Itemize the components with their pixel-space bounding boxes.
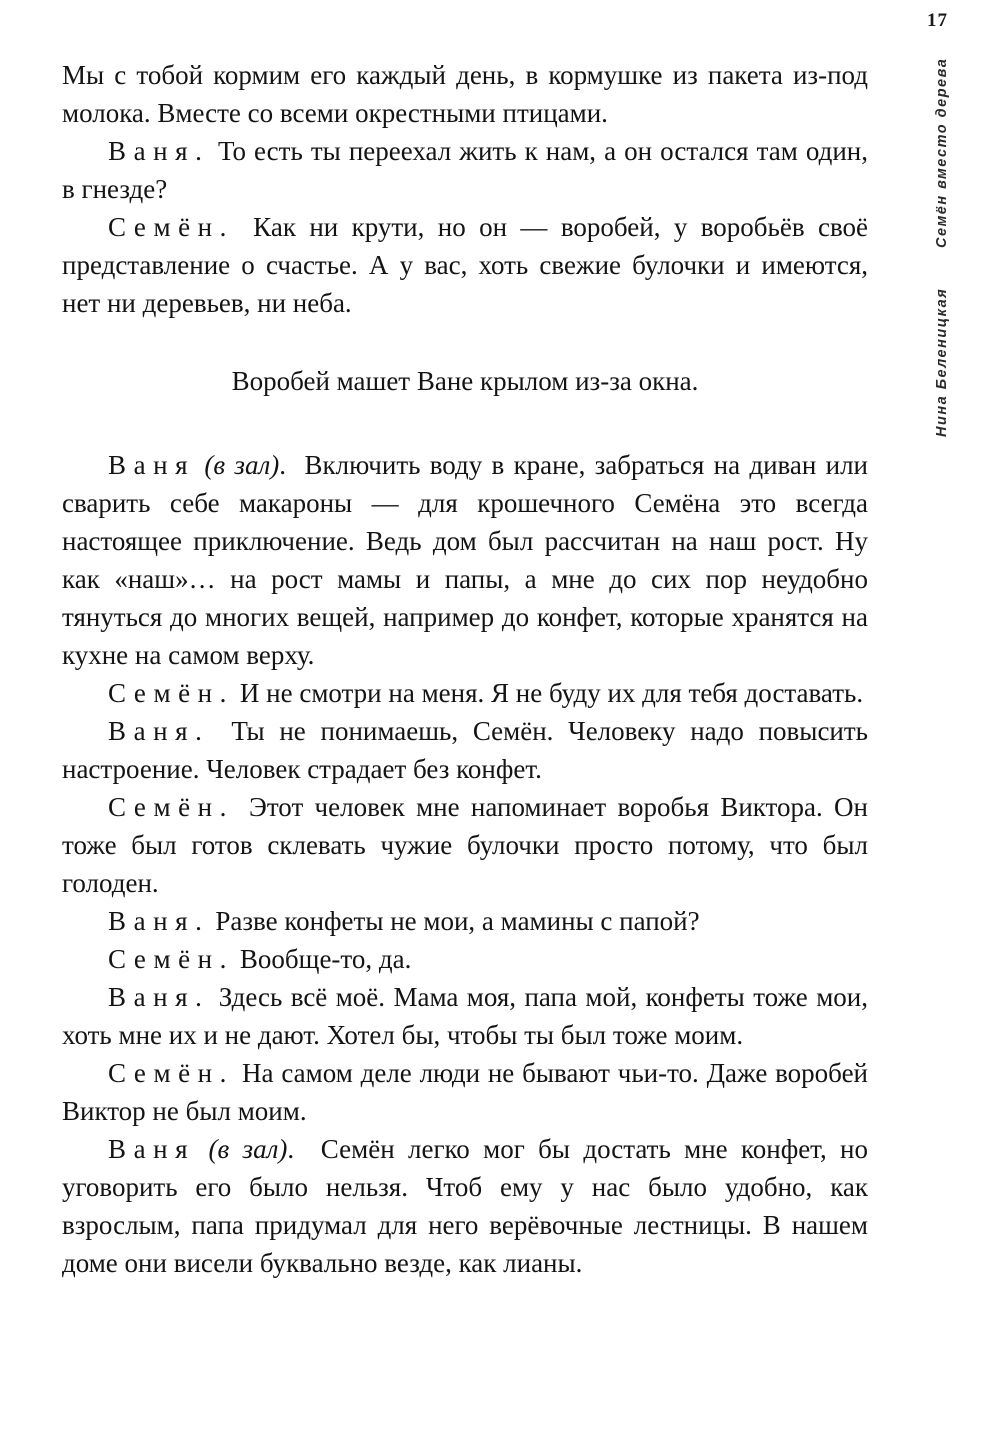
speaker-name: Семён	[108, 678, 220, 708]
dialogue-paragraph: Семён. Как ни крути, но он — воробей, у воробьёв своё представление о счастье. А у вас, хоть свежие булочки и имеются, нет ни деревьев, ни неба.	[62, 212, 868, 318]
speaker-name: Ваня	[108, 982, 196, 1012]
text-block	[62, 56, 868, 1282]
stage-direction: Воробей машет Ване крылом из-за окна.	[231, 366, 699, 396]
speaker-name: Семён	[108, 212, 220, 242]
speaker-name: Ваня	[108, 716, 196, 746]
paragraph: Мы с тобой кормим его каждый день, в кормушке из пакета из-под молока. Вместе со всеми окрестными птицами.	[62, 60, 868, 128]
speaker-name: Семён	[108, 1058, 220, 1088]
dialogue-paragraph: Семён. На самом деле люди не бывают чьи-то. Даже воробей Виктор не был моим.	[62, 1058, 868, 1126]
stage-aside: (в зал)	[204, 450, 280, 480]
speaker-name: Ваня	[108, 136, 196, 166]
dialogue-paragraph: Семён. И не смотри на меня. Я не буду их для тебя доставать.	[108, 678, 864, 708]
dialogue-paragraph: Ваня. Ты не понимаешь, Семён. Человеку надо повысить настроение. Человек страдает без конфет.	[62, 716, 868, 784]
speaker-name: Ваня	[108, 906, 196, 936]
dialogue-paragraph: Семён. Вообще-то, да.	[108, 944, 412, 974]
dialogue-paragraph: Ваня (в зал). Семён легко мог бы достать мне конфет, но уговорить его было нельзя. Чтоб ему у нас было удобно, как взрослым, папа придумал для него верёвочные лестницы. В нашем доме они висели буквально везде, как лианы.	[62, 1134, 869, 1278]
dialogue-paragraph: Ваня. Здесь всё моё. Мама моя, папа мой, конфеты тоже мои, хоть мне их и не дают. Хотел бы, чтобы ты был тоже моим.	[62, 982, 868, 1050]
dialogue-paragraph: Семён. Этот человек мне напоминает воробья Виктора. Он тоже был готов склевать чужие булочки просто потому, что был голоден.	[62, 792, 868, 898]
speaker-name: Семён	[108, 792, 220, 822]
speaker-name: Ваня	[108, 1134, 196, 1164]
dialogue-paragraph: Ваня (в зал). Включить воду в кране, забраться на диван или сварить себе макароны — для крошечного Семёна это всегда настоящее приключение. Ведь дом был рассчитан на наш рост. Ну как «наш»… на рост мамы и папы, а мне до сих пор неудобно тянуться до многих вещей, например до конфет, которые хранятся на кухне на самом верху.	[62, 450, 869, 670]
speaker-name: Ваня	[108, 450, 196, 480]
dialogue-paragraph: Ваня. Разве конфеты не мои, а мамины с папой?	[108, 906, 700, 936]
dialogue-paragraph: Ваня. То есть ты переехал жить к нам, а он остался там один, в гнезде?	[62, 136, 868, 204]
margin-author: Нина Беленицкая	[934, 287, 950, 437]
speaker-name: Семён	[108, 944, 220, 974]
running-sidehead	[934, 58, 950, 437]
page-number: 17	[927, 10, 948, 31]
margin-title: Семён вместо дерева	[934, 58, 950, 249]
stage-aside: (в зал)	[208, 1134, 288, 1164]
